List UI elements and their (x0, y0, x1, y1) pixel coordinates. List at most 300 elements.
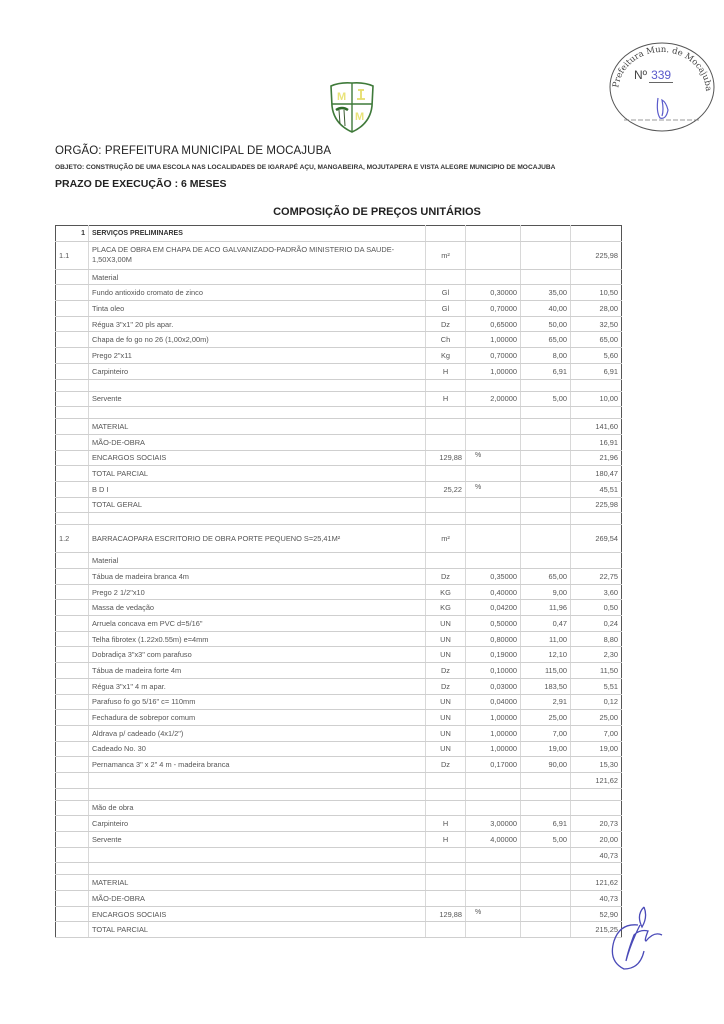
line-unit: UN (426, 710, 466, 726)
empty-cell (571, 800, 622, 816)
stamp-no-label: Nº (634, 68, 648, 82)
empty-cell (426, 800, 466, 816)
material-header (56, 269, 622, 285)
labor-subtotal (56, 847, 622, 863)
empty-cell (466, 906, 521, 922)
summary-value: 180,47 (571, 466, 622, 482)
empty-cell (466, 419, 521, 435)
section-row (56, 226, 622, 242)
empty-cell (56, 847, 89, 863)
empty-cell (56, 741, 89, 757)
line-total: 0,24 (571, 616, 622, 632)
empty-cell (466, 863, 521, 875)
summary-row-total_parcial (56, 466, 622, 482)
line-unit: Dz (426, 569, 466, 585)
empty-cell (521, 226, 571, 242)
line-total: 5,60 (571, 348, 622, 364)
empty-cell (466, 772, 521, 788)
empty-cell (521, 553, 571, 569)
line-quantity: 0,35000 (466, 569, 521, 585)
line-unit: UN (426, 616, 466, 632)
line-total: 19,00 (571, 741, 622, 757)
empty-cell (56, 631, 89, 647)
empty-cell (466, 800, 521, 816)
empty-cell (56, 816, 89, 832)
empty-cell (466, 553, 521, 569)
empty-cell (521, 450, 571, 466)
empty-cell (571, 407, 622, 419)
line-unit-price: 0,47 (521, 616, 571, 632)
summary-label: MATERIAL (89, 875, 426, 891)
line-description: Massa de vedação (89, 600, 426, 616)
empty-cell (56, 348, 89, 364)
material-header-label: Material (89, 553, 426, 569)
empty-cell (56, 600, 89, 616)
labor-header (56, 800, 622, 816)
line-description: Carpinteiro (89, 363, 426, 379)
empty-cell (521, 241, 571, 269)
empty-cell (56, 584, 89, 600)
item-number: 1.1 (56, 241, 89, 269)
empty-cell (466, 434, 521, 450)
empty-cell (571, 788, 622, 800)
empty-cell (571, 863, 622, 875)
empty-cell (56, 391, 89, 407)
empty-cell (89, 379, 426, 391)
line-description: Régua 3"x1" 20 pls apar. (89, 316, 426, 332)
empty-cell (56, 832, 89, 848)
empty-cell (466, 466, 521, 482)
summary-percentage (426, 875, 466, 891)
item-row (56, 241, 622, 269)
material-subtotal (56, 772, 622, 788)
empty-cell (89, 847, 426, 863)
summary-percentage (426, 466, 466, 482)
empty-cell (56, 772, 89, 788)
empty-cell (426, 847, 466, 863)
summary-label: TOTAL PARCIAL (89, 922, 426, 938)
summary-label: MÃO-DE-OBRA (89, 434, 426, 450)
empty-cell (56, 616, 89, 632)
line-unit-price: 115,00 (521, 663, 571, 679)
line-description: Fundo antioxido cromato de zinco (89, 285, 426, 301)
stamp-number-value: 339 (651, 68, 672, 82)
empty-cell (426, 379, 466, 391)
summary-row-total_geral (56, 497, 622, 513)
empty-cell (521, 922, 571, 938)
section-label: SERVIÇOS PRELIMINARES (89, 226, 426, 242)
empty-cell (466, 450, 521, 466)
line-description: Servente (89, 832, 426, 848)
empty-cell (466, 847, 521, 863)
empty-cell (521, 407, 571, 419)
summary-percentage: 129,88 (426, 906, 466, 922)
summary-value: 45,51 (571, 481, 622, 497)
material-line (56, 285, 622, 301)
summary-value: 52,90 (571, 906, 622, 922)
summary-row-bdi (56, 481, 622, 497)
prazo-line: PRAZO DE EXECUÇÃO : 6 MESES (55, 178, 227, 190)
empty-cell (56, 481, 89, 497)
line-quantity: 1,00000 (466, 741, 521, 757)
page-title (0, 206, 724, 218)
line-description: Tábua de madeira forte 4m (89, 663, 426, 679)
line-total: 8,80 (571, 631, 622, 647)
line-unit: Dz (426, 663, 466, 679)
line-total: 5,51 (571, 678, 622, 694)
line-quantity: 2,00000 (466, 391, 521, 407)
line-unit-price: 65,00 (521, 332, 571, 348)
item-number: 1.2 (56, 525, 89, 553)
line-total: 20,00 (571, 832, 622, 848)
line-unit-price: 50,00 (521, 316, 571, 332)
line-quantity: 0,17000 (466, 757, 521, 773)
empty-cell (56, 450, 89, 466)
municipal-coat-of-arms-icon (328, 80, 376, 134)
empty-cell (466, 891, 521, 907)
line-unit-price: 6,91 (521, 816, 571, 832)
material-line (56, 363, 622, 379)
line-unit: Kg (426, 348, 466, 364)
material-line (56, 647, 622, 663)
line-unit: UN (426, 694, 466, 710)
spacer-row (56, 513, 622, 525)
summary-value: 225,98 (571, 497, 622, 513)
summary-row-mao_de_obra (56, 434, 622, 450)
orgao-heading: ORGÃO: PREFEITURA MUNICIPAL DE MOCAJUBA (55, 145, 332, 157)
empty-cell (426, 226, 466, 242)
empty-cell (56, 875, 89, 891)
empty-cell (466, 226, 521, 242)
empty-cell (56, 788, 89, 800)
empty-cell (56, 569, 89, 585)
line-total: 15,30 (571, 757, 622, 773)
line-quantity: 0,70000 (466, 301, 521, 317)
empty-cell (466, 379, 521, 391)
line-total: 22,75 (571, 569, 622, 585)
line-unit: Dz (426, 316, 466, 332)
empty-cell (521, 891, 571, 907)
line-description: Telha fibrotex (1.22x0.55m) e=4mm (89, 631, 426, 647)
summary-row-total_parcial (56, 922, 622, 938)
line-quantity: 0,70000 (466, 348, 521, 364)
empty-cell (56, 647, 89, 663)
line-quantity: 0,10000 (466, 663, 521, 679)
line-unit: Ch (426, 332, 466, 348)
empty-cell (56, 863, 89, 875)
line-unit-price: 12,10 (521, 647, 571, 663)
line-description: Arruela concava em PVC d=5/16" (89, 616, 426, 632)
svg-text:M: M (355, 111, 365, 123)
line-description: Tábua de madeira branca 4m (89, 569, 426, 585)
summary-percentage (426, 434, 466, 450)
labor-line (56, 832, 622, 848)
line-unit-price: 5,00 (521, 391, 571, 407)
line-description: Régua 3"x1" 4 m apar. (89, 678, 426, 694)
empty-cell (521, 525, 571, 553)
empty-cell (426, 788, 466, 800)
material-line (56, 301, 622, 317)
line-unit-price: 40,00 (521, 301, 571, 317)
protocol-stamp (606, 40, 718, 134)
material-line (56, 332, 622, 348)
empty-cell (56, 407, 89, 419)
empty-cell (56, 497, 89, 513)
empty-cell (56, 316, 89, 332)
material-line (56, 600, 622, 616)
line-total: 6,91 (571, 363, 622, 379)
line-quantity: 3,00000 (466, 816, 521, 832)
empty-cell (56, 891, 89, 907)
summary-label: ENCARGOS SOCIAIS (89, 906, 426, 922)
empty-cell (426, 772, 466, 788)
line-description: Fechadura de sobrepor comum (89, 710, 426, 726)
summary-label: B D I (89, 481, 426, 497)
item-total: 225,98 (571, 241, 622, 269)
summary-row-mao_de_obra (56, 891, 622, 907)
summary-percentage: 129,88 (426, 450, 466, 466)
summary-label: MÃO-DE-OBRA (89, 891, 426, 907)
empty-cell (521, 800, 571, 816)
line-quantity: 1,00000 (466, 710, 521, 726)
line-quantity: 0,03000 (466, 678, 521, 694)
line-quantity: 0,80000 (466, 631, 521, 647)
line-description: Prego 2 1/2"x10 (89, 584, 426, 600)
line-unit: H (426, 391, 466, 407)
empty-cell (466, 407, 521, 419)
empty-cell (521, 466, 571, 482)
line-quantity: 0,40000 (466, 584, 521, 600)
line-total: 7,00 (571, 725, 622, 741)
empty-cell (56, 694, 89, 710)
line-quantity: 1,00000 (466, 363, 521, 379)
line-description: Parafuso fo go 5/16" c= 110mm (89, 694, 426, 710)
line-unit-price: 7,00 (521, 725, 571, 741)
line-quantity: 0,50000 (466, 616, 521, 632)
empty-cell (56, 269, 89, 285)
line-total: 0,12 (571, 694, 622, 710)
item-description: PLACA DE OBRA EM CHAPA DE ACO GALVANIZADO-PADRÃO MINISTERIO DA SAUDE-1,50X3,00M (89, 241, 426, 269)
line-unit-price: 11,96 (521, 600, 571, 616)
empty-cell (56, 379, 89, 391)
empty-cell (56, 757, 89, 773)
line-unit-price: 25,00 (521, 710, 571, 726)
line-total: 25,00 (571, 710, 622, 726)
empty-cell (466, 269, 521, 285)
labor-line (56, 816, 622, 832)
line-unit-price: 5,00 (521, 832, 571, 848)
empty-cell (521, 875, 571, 891)
empty-cell (571, 226, 622, 242)
empty-cell (521, 419, 571, 435)
empty-cell (521, 863, 571, 875)
empty-cell (466, 922, 521, 938)
svg-text:Prefeitura Mun. de Mocajuba: Prefeitura Mun. de Mocajuba (611, 44, 714, 92)
summary-percentage (426, 419, 466, 435)
line-unit-price: 9,00 (521, 584, 571, 600)
empty-cell (521, 269, 571, 285)
empty-cell (56, 419, 89, 435)
line-quantity: 0,19000 (466, 647, 521, 663)
material-subtotal-value: 121,62 (571, 772, 622, 788)
stamp-number (634, 68, 673, 82)
empty-cell (56, 332, 89, 348)
empty-cell (89, 407, 426, 419)
material-line (56, 348, 622, 364)
empty-cell (466, 525, 521, 553)
line-unit: UN (426, 725, 466, 741)
line-quantity: 4,00000 (466, 832, 521, 848)
empty-cell (571, 379, 622, 391)
line-unit-price: 35,00 (521, 285, 571, 301)
empty-cell (571, 269, 622, 285)
line-description: Cadeado No. 30 (89, 741, 426, 757)
price-composition-table (55, 225, 622, 938)
percent-sign: % (475, 452, 482, 460)
empty-cell (521, 379, 571, 391)
line-total: 0,50 (571, 600, 622, 616)
empty-cell (56, 553, 89, 569)
summary-row-material (56, 875, 622, 891)
empty-cell (466, 481, 521, 497)
empty-cell (89, 772, 426, 788)
line-unit-price: 8,00 (521, 348, 571, 364)
line-description: Carpinteiro (89, 816, 426, 832)
item-description: BARRACAOPARA ESCRITORIO DE OBRA PORTE PEQUENO S=25,41M² (89, 525, 426, 553)
empty-cell (466, 241, 521, 269)
empty-cell (571, 513, 622, 525)
line-unit: Dz (426, 678, 466, 694)
material-line (56, 663, 622, 679)
empty-cell (56, 466, 89, 482)
material-header (56, 553, 622, 569)
title-text: COMPOSIÇÃO DE PREÇOS UNITÁRIOS (273, 206, 481, 218)
line-quantity: 0,30000 (466, 285, 521, 301)
objeto-line: OBJETO: CONSTRUÇÃO DE UMA ESCOLA NAS LOCALIDADES DE IGARAPÉ AÇU, MANGABEIRA, MOJUTAPERA E VISTA ALEGRE MUNICIPIO DE MOCAJUBA (55, 164, 556, 171)
line-description: Prego 2"x11 (89, 348, 426, 364)
summary-row-material (56, 419, 622, 435)
material-line (56, 616, 622, 632)
percent-sign: % (475, 483, 482, 491)
material-line (56, 316, 622, 332)
summary-label: TOTAL GERAL (89, 497, 426, 513)
line-total: 2,30 (571, 647, 622, 663)
line-description: Chapa de fo go no 26 (1,00x2,00m) (89, 332, 426, 348)
empty-cell (89, 788, 426, 800)
empty-cell (466, 788, 521, 800)
empty-cell (426, 553, 466, 569)
line-quantity: 0,65000 (466, 316, 521, 332)
line-quantity: 0,04000 (466, 694, 521, 710)
line-quantity: 1,00000 (466, 725, 521, 741)
empty-cell (521, 434, 571, 450)
line-unit: H (426, 816, 466, 832)
svg-text:M: M (337, 91, 347, 103)
spacer-row (56, 379, 622, 391)
summary-percentage (426, 891, 466, 907)
summary-percentage: 25,22 (426, 481, 466, 497)
empty-cell (56, 710, 89, 726)
line-unit: UN (426, 647, 466, 663)
spacer-row (56, 863, 622, 875)
line-total: 10,50 (571, 285, 622, 301)
line-quantity: 0,04200 (466, 600, 521, 616)
empty-cell (56, 434, 89, 450)
material-line (56, 757, 622, 773)
empty-cell (89, 513, 426, 525)
material-line (56, 678, 622, 694)
line-unit-price: 2,91 (521, 694, 571, 710)
line-total: 10,00 (571, 391, 622, 407)
empty-cell (466, 513, 521, 525)
material-line (56, 584, 622, 600)
empty-cell (56, 663, 89, 679)
empty-cell (56, 725, 89, 741)
empty-cell (56, 678, 89, 694)
summary-value: 215,25 (571, 922, 622, 938)
empty-cell (56, 922, 89, 938)
material-line (56, 631, 622, 647)
summary-value: 141,60 (571, 419, 622, 435)
material-header-label: Material (89, 269, 426, 285)
line-unit-price: 19,00 (521, 741, 571, 757)
item-total: 269,54 (571, 525, 622, 553)
empty-cell (521, 481, 571, 497)
empty-cell (521, 513, 571, 525)
line-unit: KG (426, 600, 466, 616)
empty-cell (571, 553, 622, 569)
line-unit: Gl (426, 301, 466, 317)
line-unit: Gl (426, 285, 466, 301)
summary-value: 40,73 (571, 891, 622, 907)
summary-row-encargos (56, 906, 622, 922)
material-line (56, 710, 622, 726)
summary-row-encargos (56, 450, 622, 466)
item-row (56, 525, 622, 553)
line-total: 3,60 (571, 584, 622, 600)
summary-value: 21,96 (571, 450, 622, 466)
line-quantity: 1,00000 (466, 332, 521, 348)
line-unit-price: 183,50 (521, 678, 571, 694)
material-line (56, 741, 622, 757)
line-description: Pernamanca 3" x 2" 4 m - madeira branca (89, 757, 426, 773)
summary-label: ENCARGOS SOCIAIS (89, 450, 426, 466)
line-unit: UN (426, 741, 466, 757)
spacer-row (56, 407, 622, 419)
line-unit-price: 11,00 (521, 631, 571, 647)
item-unit: m² (426, 241, 466, 269)
line-description: Servente (89, 391, 426, 407)
material-line (56, 694, 622, 710)
section-number: 1 (56, 226, 89, 242)
empty-cell (56, 301, 89, 317)
line-total: 32,50 (571, 316, 622, 332)
line-total: 28,00 (571, 301, 622, 317)
line-description: Aldrava p/ cadeado (4x1/2") (89, 725, 426, 741)
empty-cell (89, 863, 426, 875)
empty-cell (426, 269, 466, 285)
summary-label: MATERIAL (89, 419, 426, 435)
summary-label: TOTAL PARCIAL (89, 466, 426, 482)
empty-cell (521, 772, 571, 788)
labor-header-label: Mão de obra (89, 800, 426, 816)
empty-cell (56, 800, 89, 816)
material-line (56, 725, 622, 741)
empty-cell (521, 497, 571, 513)
empty-cell (426, 407, 466, 419)
empty-cell (56, 363, 89, 379)
handwritten-signature-icon (600, 905, 680, 975)
